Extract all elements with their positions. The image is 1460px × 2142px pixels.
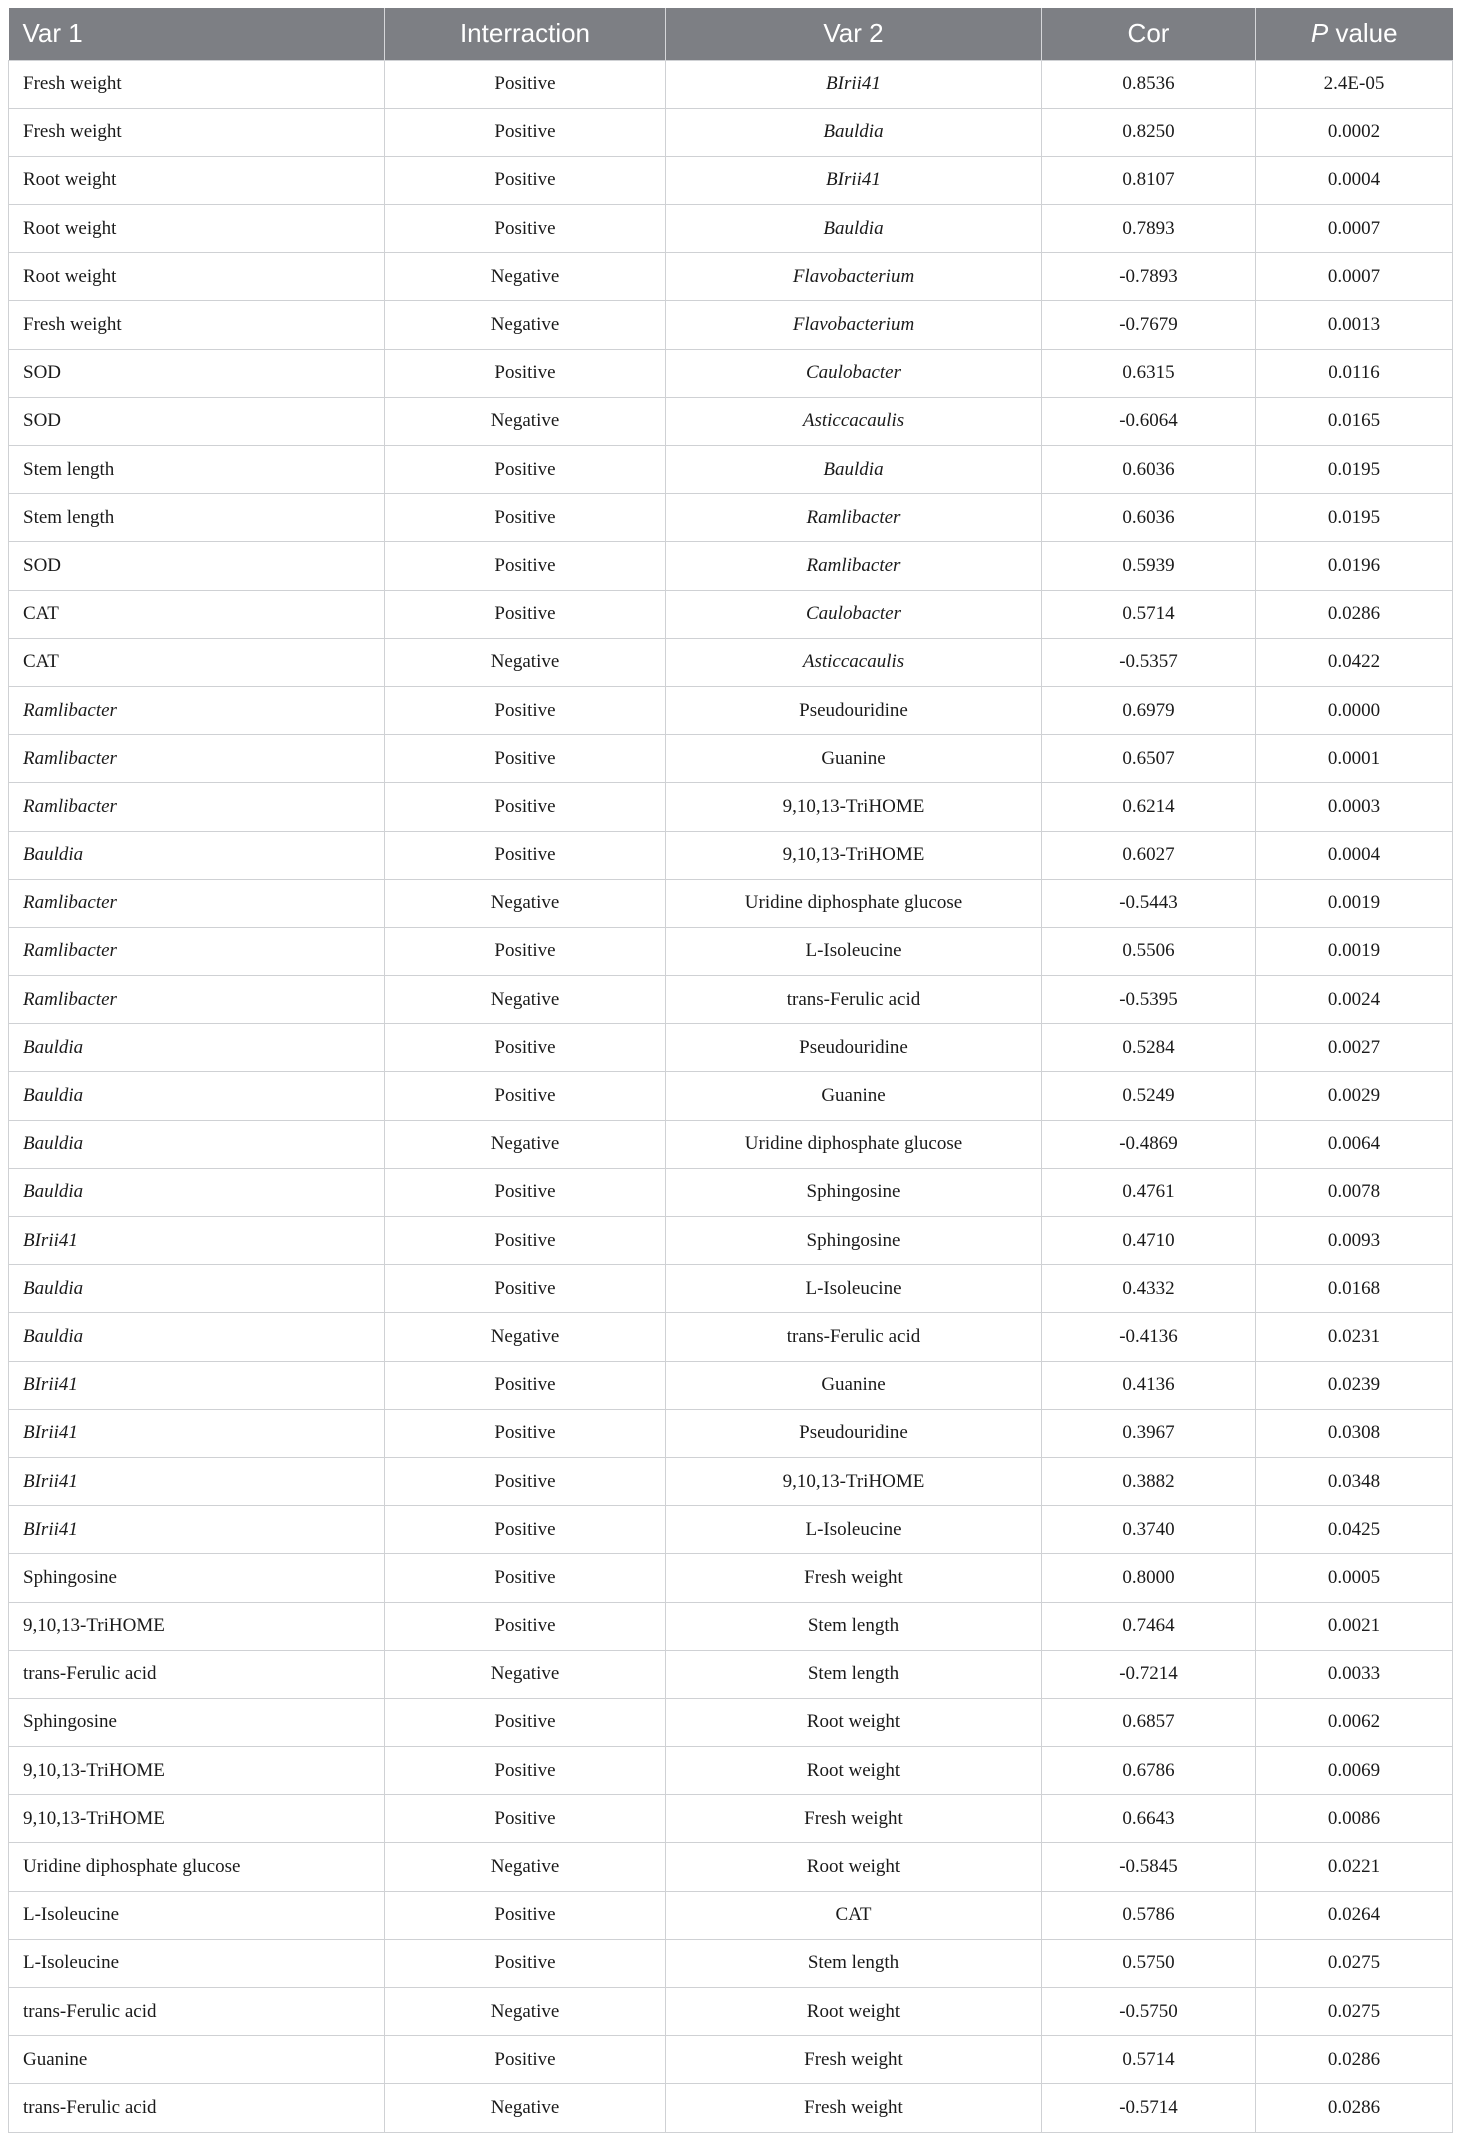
cell-pvalue: 0.0239 bbox=[1256, 1361, 1453, 1409]
cell-interaction: Negative bbox=[385, 1313, 666, 1361]
cell-var1: trans-Ferulic acid bbox=[9, 1650, 385, 1698]
cell-cor: 0.6857 bbox=[1042, 1698, 1256, 1746]
cell-interaction: Positive bbox=[385, 1602, 666, 1650]
cell-cor: -0.5750 bbox=[1042, 1988, 1256, 2036]
cell-var2: Flavobacterium bbox=[666, 301, 1042, 349]
cell-pvalue: 0.0286 bbox=[1256, 2036, 1453, 2084]
cell-var1: Ramlibacter bbox=[9, 927, 385, 975]
cell-pvalue: 0.0069 bbox=[1256, 1747, 1453, 1795]
cell-var1: SOD bbox=[9, 542, 385, 590]
cell-interaction: Positive bbox=[385, 1939, 666, 1987]
cell-cor: 0.6643 bbox=[1042, 1795, 1256, 1843]
cell-pvalue: 0.0021 bbox=[1256, 1602, 1453, 1650]
cell-cor: 0.3740 bbox=[1042, 1506, 1256, 1554]
cell-var1: Bauldia bbox=[9, 1024, 385, 1072]
cell-var2: Pseudouridine bbox=[666, 1024, 1042, 1072]
table-row bbox=[9, 205, 1453, 253]
cell-pvalue: 0.0004 bbox=[1256, 831, 1453, 879]
cell-var1: Ramlibacter bbox=[9, 976, 385, 1024]
cell-var1: BIrii41 bbox=[9, 1409, 385, 1457]
cell-var2: 9,10,13-TriHOME bbox=[666, 831, 1042, 879]
header-interaction: Interraction bbox=[385, 8, 666, 60]
cell-var1: Stem length bbox=[9, 446, 385, 494]
cell-cor: 0.7893 bbox=[1042, 205, 1256, 253]
cell-cor: 0.4136 bbox=[1042, 1361, 1256, 1409]
cell-pvalue: 0.0029 bbox=[1256, 1072, 1453, 1120]
cell-interaction: Positive bbox=[385, 542, 666, 590]
cell-cor: 0.6214 bbox=[1042, 783, 1256, 831]
table-row bbox=[9, 1747, 1453, 1795]
cell-var2: Bauldia bbox=[666, 205, 1042, 253]
cell-pvalue: 0.0002 bbox=[1256, 108, 1453, 156]
cell-var2: Caulobacter bbox=[666, 590, 1042, 638]
cell-pvalue: 0.0165 bbox=[1256, 397, 1453, 445]
cell-interaction: Positive bbox=[385, 1409, 666, 1457]
cell-var1: Root weight bbox=[9, 156, 385, 204]
cell-var2: Fresh weight bbox=[666, 1795, 1042, 1843]
cell-pvalue: 0.0116 bbox=[1256, 349, 1453, 397]
cell-cor: 0.4710 bbox=[1042, 1217, 1256, 1265]
table-row bbox=[9, 301, 1453, 349]
cell-var2: Fresh weight bbox=[666, 2084, 1042, 2132]
cell-var1: Root weight bbox=[9, 253, 385, 301]
cell-pvalue: 0.0093 bbox=[1256, 1217, 1453, 1265]
cell-cor: 0.4332 bbox=[1042, 1265, 1256, 1313]
cell-var1: CAT bbox=[9, 638, 385, 686]
cell-interaction: Positive bbox=[385, 1361, 666, 1409]
cell-interaction: Positive bbox=[385, 1265, 666, 1313]
cell-cor: 0.5714 bbox=[1042, 590, 1256, 638]
cell-cor: 0.3882 bbox=[1042, 1457, 1256, 1505]
cell-var1: Root weight bbox=[9, 205, 385, 253]
cell-var1: Uridine diphosphate glucose bbox=[9, 1843, 385, 1891]
table-row bbox=[9, 1602, 1453, 1650]
cell-interaction: Positive bbox=[385, 1795, 666, 1843]
table-row bbox=[9, 590, 1453, 638]
cell-var1: Ramlibacter bbox=[9, 735, 385, 783]
cell-var2: L-Isoleucine bbox=[666, 1265, 1042, 1313]
header-var1: Var 1 bbox=[9, 8, 385, 60]
cell-var2: CAT bbox=[666, 1891, 1042, 1939]
cell-pvalue: 0.0007 bbox=[1256, 253, 1453, 301]
cell-interaction: Positive bbox=[385, 1698, 666, 1746]
cell-pvalue: 0.0286 bbox=[1256, 2084, 1453, 2132]
cell-var1: Guanine bbox=[9, 2036, 385, 2084]
cell-interaction: Negative bbox=[385, 2084, 666, 2132]
cell-var2: Asticcacaulis bbox=[666, 638, 1042, 686]
header-row bbox=[9, 8, 1453, 60]
cell-var1: BIrii41 bbox=[9, 1457, 385, 1505]
cell-var1: Fresh weight bbox=[9, 60, 385, 108]
table-row bbox=[9, 1939, 1453, 1987]
table-row bbox=[9, 1650, 1453, 1698]
cell-interaction: Positive bbox=[385, 1024, 666, 1072]
cell-pvalue: 0.0019 bbox=[1256, 927, 1453, 975]
cell-var1: Bauldia bbox=[9, 1120, 385, 1168]
table-row bbox=[9, 1313, 1453, 1361]
cell-var1: Bauldia bbox=[9, 1265, 385, 1313]
cell-interaction: Negative bbox=[385, 879, 666, 927]
cell-pvalue: 2.4E-05 bbox=[1256, 60, 1453, 108]
cell-var2: Flavobacterium bbox=[666, 253, 1042, 301]
cell-pvalue: 0.0033 bbox=[1256, 1650, 1453, 1698]
cell-var1: trans-Ferulic acid bbox=[9, 2084, 385, 2132]
cell-cor: 0.5249 bbox=[1042, 1072, 1256, 1120]
table-row bbox=[9, 1843, 1453, 1891]
cell-var2: Root weight bbox=[666, 1988, 1042, 2036]
table-row bbox=[9, 976, 1453, 1024]
cell-var1: Sphingosine bbox=[9, 1698, 385, 1746]
table-row bbox=[9, 108, 1453, 156]
cell-pvalue: 0.0275 bbox=[1256, 1939, 1453, 1987]
cell-pvalue: 0.0195 bbox=[1256, 494, 1453, 542]
cell-cor: 0.6979 bbox=[1042, 686, 1256, 734]
cell-pvalue: 0.0019 bbox=[1256, 879, 1453, 927]
cell-interaction: Positive bbox=[385, 1072, 666, 1120]
header-pvalue-rest: value bbox=[1328, 18, 1398, 49]
cell-cor: 0.6036 bbox=[1042, 494, 1256, 542]
cell-var2: Stem length bbox=[666, 1602, 1042, 1650]
cell-interaction: Positive bbox=[385, 927, 666, 975]
cell-interaction: Positive bbox=[385, 446, 666, 494]
cell-var2: Fresh weight bbox=[666, 2036, 1042, 2084]
cell-cor: -0.5714 bbox=[1042, 2084, 1256, 2132]
table-row bbox=[9, 253, 1453, 301]
header-pvalue-letter: P bbox=[1310, 18, 1329, 49]
cell-var1: Stem length bbox=[9, 494, 385, 542]
cell-interaction: Positive bbox=[385, 60, 666, 108]
cell-interaction: Positive bbox=[385, 1747, 666, 1795]
cell-interaction: Negative bbox=[385, 976, 666, 1024]
cell-interaction: Negative bbox=[385, 1843, 666, 1891]
cell-var1: L-Isoleucine bbox=[9, 1891, 385, 1939]
table-row bbox=[9, 638, 1453, 686]
header-var2: Var 2 bbox=[666, 8, 1042, 60]
cell-cor: -0.4869 bbox=[1042, 1120, 1256, 1168]
cell-var2: Fresh weight bbox=[666, 1554, 1042, 1602]
cell-var1: BIrii41 bbox=[9, 1506, 385, 1554]
table-row bbox=[9, 1168, 1453, 1216]
cell-pvalue: 0.0422 bbox=[1256, 638, 1453, 686]
cell-var2: 9,10,13-TriHOME bbox=[666, 783, 1042, 831]
cell-var1: Sphingosine bbox=[9, 1554, 385, 1602]
cell-var1: 9,10,13-TriHOME bbox=[9, 1747, 385, 1795]
cell-pvalue: 0.0168 bbox=[1256, 1265, 1453, 1313]
cell-var2: Caulobacter bbox=[666, 349, 1042, 397]
cell-cor: 0.3967 bbox=[1042, 1409, 1256, 1457]
cell-interaction: Positive bbox=[385, 1457, 666, 1505]
cell-var1: Fresh weight bbox=[9, 108, 385, 156]
cell-interaction: Positive bbox=[385, 1891, 666, 1939]
header-pvalue bbox=[1256, 8, 1453, 60]
cell-pvalue: 0.0007 bbox=[1256, 205, 1453, 253]
cell-pvalue: 0.0195 bbox=[1256, 446, 1453, 494]
cell-cor: 0.8536 bbox=[1042, 60, 1256, 108]
cell-cor: -0.7679 bbox=[1042, 301, 1256, 349]
cell-pvalue: 0.0003 bbox=[1256, 783, 1453, 831]
cell-var1: Bauldia bbox=[9, 1072, 385, 1120]
table-row bbox=[9, 397, 1453, 445]
cell-cor: 0.8250 bbox=[1042, 108, 1256, 156]
cell-pvalue: 0.0264 bbox=[1256, 1891, 1453, 1939]
cell-var2: Guanine bbox=[666, 735, 1042, 783]
cell-var1: SOD bbox=[9, 397, 385, 445]
cell-cor: 0.8107 bbox=[1042, 156, 1256, 204]
table-row bbox=[9, 1409, 1453, 1457]
cell-interaction: Negative bbox=[385, 638, 666, 686]
cell-var1: Ramlibacter bbox=[9, 686, 385, 734]
cell-var2: Root weight bbox=[666, 1843, 1042, 1891]
table-row bbox=[9, 1698, 1453, 1746]
table-row bbox=[9, 1361, 1453, 1409]
cell-var1: Bauldia bbox=[9, 1313, 385, 1361]
cell-cor: 0.6315 bbox=[1042, 349, 1256, 397]
cell-interaction: Positive bbox=[385, 831, 666, 879]
cell-interaction: Positive bbox=[385, 494, 666, 542]
cell-cor: 0.5786 bbox=[1042, 1891, 1256, 1939]
cell-pvalue: 0.0062 bbox=[1256, 1698, 1453, 1746]
cell-cor: 0.5284 bbox=[1042, 1024, 1256, 1072]
table-row bbox=[9, 156, 1453, 204]
cell-var2: Sphingosine bbox=[666, 1168, 1042, 1216]
table-row bbox=[9, 831, 1453, 879]
cell-var1: 9,10,13-TriHOME bbox=[9, 1795, 385, 1843]
cell-cor: -0.7214 bbox=[1042, 1650, 1256, 1698]
table-row bbox=[9, 783, 1453, 831]
cell-pvalue: 0.0013 bbox=[1256, 301, 1453, 349]
cell-var2: L-Isoleucine bbox=[666, 927, 1042, 975]
cell-cor: -0.7893 bbox=[1042, 253, 1256, 301]
cell-cor: 0.7464 bbox=[1042, 1602, 1256, 1650]
cell-var2: Pseudouridine bbox=[666, 1409, 1042, 1457]
cell-var2: Bauldia bbox=[666, 108, 1042, 156]
cell-var1: Bauldia bbox=[9, 1168, 385, 1216]
cell-var2: Stem length bbox=[666, 1650, 1042, 1698]
cell-pvalue: 0.0286 bbox=[1256, 590, 1453, 638]
table-row bbox=[9, 1891, 1453, 1939]
cell-interaction: Negative bbox=[385, 1650, 666, 1698]
cell-cor: 0.8000 bbox=[1042, 1554, 1256, 1602]
table-row bbox=[9, 1072, 1453, 1120]
cell-var2: 9,10,13-TriHOME bbox=[666, 1457, 1042, 1505]
cell-pvalue: 0.0196 bbox=[1256, 542, 1453, 590]
cell-var2: Pseudouridine bbox=[666, 686, 1042, 734]
cell-cor: 0.5750 bbox=[1042, 1939, 1256, 1987]
cell-cor: 0.6036 bbox=[1042, 446, 1256, 494]
cell-var1: trans-Ferulic acid bbox=[9, 1988, 385, 2036]
table-row bbox=[9, 1457, 1453, 1505]
cell-var2: Sphingosine bbox=[666, 1217, 1042, 1265]
cell-var1: 9,10,13-TriHOME bbox=[9, 1602, 385, 1650]
cell-interaction: Positive bbox=[385, 1554, 666, 1602]
cell-var2: Ramlibacter bbox=[666, 542, 1042, 590]
cell-pvalue: 0.0231 bbox=[1256, 1313, 1453, 1361]
cell-var2: trans-Ferulic acid bbox=[666, 976, 1042, 1024]
cell-var1: Ramlibacter bbox=[9, 783, 385, 831]
table-header bbox=[9, 8, 1453, 60]
cell-cor: -0.5395 bbox=[1042, 976, 1256, 1024]
table-row bbox=[9, 1554, 1453, 1602]
cell-cor: -0.4136 bbox=[1042, 1313, 1256, 1361]
cell-pvalue: 0.0275 bbox=[1256, 1988, 1453, 2036]
cell-var1: CAT bbox=[9, 590, 385, 638]
cell-cor: 0.5506 bbox=[1042, 927, 1256, 975]
cell-pvalue: 0.0221 bbox=[1256, 1843, 1453, 1891]
table-row bbox=[9, 542, 1453, 590]
cell-cor: 0.6786 bbox=[1042, 1747, 1256, 1795]
table-row bbox=[9, 1265, 1453, 1313]
cell-interaction: Negative bbox=[385, 253, 666, 301]
table-body bbox=[9, 60, 1453, 2132]
cell-interaction: Positive bbox=[385, 1506, 666, 1554]
cell-interaction: Negative bbox=[385, 1120, 666, 1168]
cell-var2: L-Isoleucine bbox=[666, 1506, 1042, 1554]
table-row bbox=[9, 1795, 1453, 1843]
cell-var2: Uridine diphosphate glucose bbox=[666, 879, 1042, 927]
table-row bbox=[9, 1506, 1453, 1554]
cell-var2: Ramlibacter bbox=[666, 494, 1042, 542]
cell-interaction: Positive bbox=[385, 108, 666, 156]
table-row bbox=[9, 1120, 1453, 1168]
cell-interaction: Positive bbox=[385, 1217, 666, 1265]
cell-cor: -0.5845 bbox=[1042, 1843, 1256, 1891]
cell-var1: Bauldia bbox=[9, 831, 385, 879]
correlation-table-container bbox=[8, 8, 1452, 2133]
table-row bbox=[9, 2036, 1453, 2084]
cell-pvalue: 0.0001 bbox=[1256, 735, 1453, 783]
cell-var2: Root weight bbox=[666, 1698, 1042, 1746]
cell-pvalue: 0.0308 bbox=[1256, 1409, 1453, 1457]
table-row bbox=[9, 735, 1453, 783]
cell-var2: Stem length bbox=[666, 1939, 1042, 1987]
cell-cor: 0.4761 bbox=[1042, 1168, 1256, 1216]
cell-interaction: Positive bbox=[385, 2036, 666, 2084]
cell-var1: SOD bbox=[9, 349, 385, 397]
cell-cor: 0.6027 bbox=[1042, 831, 1256, 879]
cell-interaction: Positive bbox=[385, 156, 666, 204]
cell-cor: 0.5939 bbox=[1042, 542, 1256, 590]
cell-cor: -0.5443 bbox=[1042, 879, 1256, 927]
cell-pvalue: 0.0027 bbox=[1256, 1024, 1453, 1072]
cell-var2: trans-Ferulic acid bbox=[666, 1313, 1042, 1361]
table-row bbox=[9, 927, 1453, 975]
cell-interaction: Positive bbox=[385, 735, 666, 783]
cell-interaction: Positive bbox=[385, 205, 666, 253]
table-row bbox=[9, 349, 1453, 397]
table-row bbox=[9, 60, 1453, 108]
cell-var1: Fresh weight bbox=[9, 301, 385, 349]
table-row bbox=[9, 494, 1453, 542]
cell-var1: BIrii41 bbox=[9, 1217, 385, 1265]
cell-cor: 0.6507 bbox=[1042, 735, 1256, 783]
cell-cor: -0.5357 bbox=[1042, 638, 1256, 686]
table-row bbox=[9, 879, 1453, 927]
cell-pvalue: 0.0004 bbox=[1256, 156, 1453, 204]
cell-interaction: Positive bbox=[385, 1168, 666, 1216]
table-row bbox=[9, 1024, 1453, 1072]
cell-var2: Root weight bbox=[666, 1747, 1042, 1795]
cell-var1: Ramlibacter bbox=[9, 879, 385, 927]
cell-var1: BIrii41 bbox=[9, 1361, 385, 1409]
cell-interaction: Negative bbox=[385, 397, 666, 445]
cell-pvalue: 0.0064 bbox=[1256, 1120, 1453, 1168]
cell-cor: 0.5714 bbox=[1042, 2036, 1256, 2084]
cell-var2: BIrii41 bbox=[666, 60, 1042, 108]
cell-var2: Bauldia bbox=[666, 446, 1042, 494]
cell-var2: Guanine bbox=[666, 1361, 1042, 1409]
cell-cor: -0.6064 bbox=[1042, 397, 1256, 445]
table-row bbox=[9, 446, 1453, 494]
table-row bbox=[9, 1217, 1453, 1265]
cell-pvalue: 0.0005 bbox=[1256, 1554, 1453, 1602]
cell-pvalue: 0.0086 bbox=[1256, 1795, 1453, 1843]
correlation-table bbox=[8, 8, 1453, 2133]
cell-var2: Asticcacaulis bbox=[666, 397, 1042, 445]
table-row bbox=[9, 686, 1453, 734]
cell-pvalue: 0.0000 bbox=[1256, 686, 1453, 734]
cell-interaction: Positive bbox=[385, 783, 666, 831]
table-row bbox=[9, 2084, 1453, 2132]
cell-var2: Guanine bbox=[666, 1072, 1042, 1120]
header-cor: Cor bbox=[1042, 8, 1256, 60]
cell-var1: L-Isoleucine bbox=[9, 1939, 385, 1987]
cell-interaction: Negative bbox=[385, 1988, 666, 2036]
cell-pvalue: 0.0425 bbox=[1256, 1506, 1453, 1554]
table-row bbox=[9, 1988, 1453, 2036]
cell-interaction: Positive bbox=[385, 590, 666, 638]
cell-pvalue: 0.0024 bbox=[1256, 976, 1453, 1024]
cell-var2: Uridine diphosphate glucose bbox=[666, 1120, 1042, 1168]
cell-interaction: Negative bbox=[385, 301, 666, 349]
cell-interaction: Positive bbox=[385, 686, 666, 734]
cell-pvalue: 0.0078 bbox=[1256, 1168, 1453, 1216]
cell-interaction: Positive bbox=[385, 349, 666, 397]
cell-pvalue: 0.0348 bbox=[1256, 1457, 1453, 1505]
cell-var2: BIrii41 bbox=[666, 156, 1042, 204]
